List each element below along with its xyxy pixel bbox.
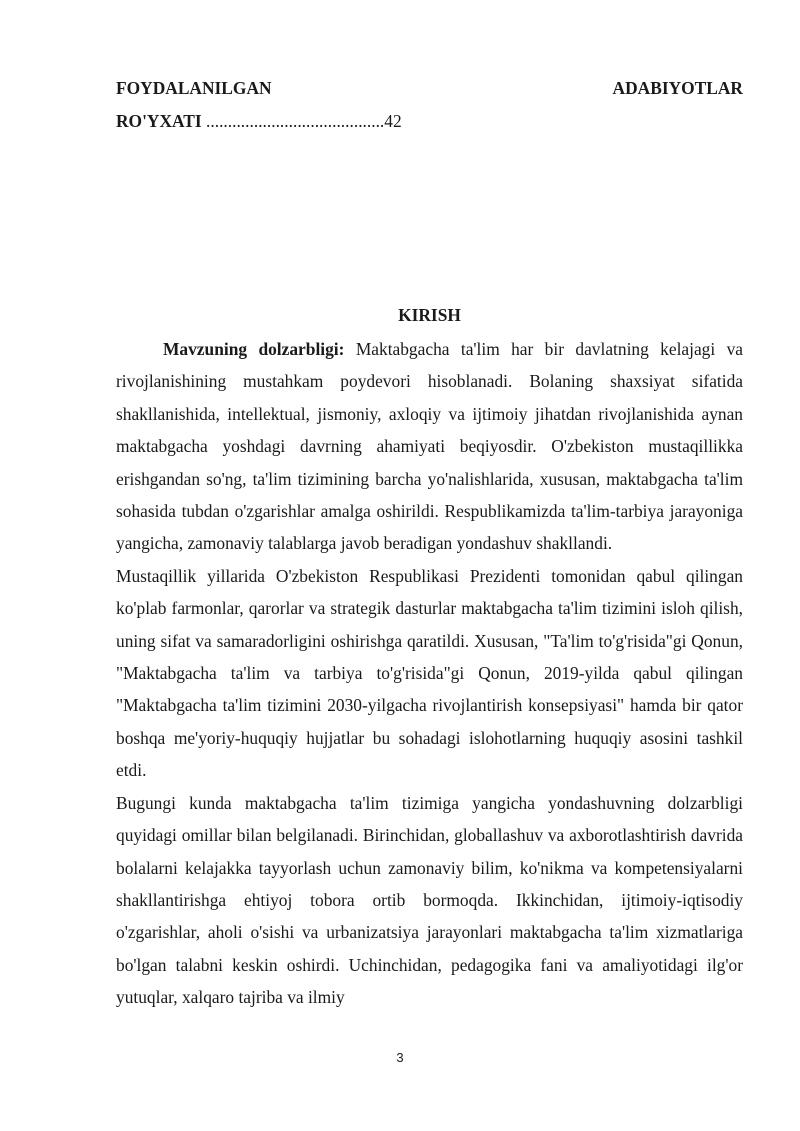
toc-entry-word-left: FOYDALANILGAN: [116, 78, 272, 98]
paragraph-lead-label: Mavzuning dolzarbligi:: [163, 339, 345, 359]
toc-page-number: 42: [384, 111, 402, 131]
toc-entry-line: [116, 77, 743, 99]
toc-entry-continuation: [116, 110, 743, 132]
page-number: 3: [396, 1050, 404, 1065]
paragraph-2: Mustaqillik yillarida O'zbekiston Respublikasi Prezidenti tomonidan qabul qilingan ko'plab farmonlar, qarorlar va strategik dasturlar maktabgacha ta'lim tizimini isloh qilish, uning sifat va samaradorligini oshirishga qaratildi. Xususan, "Ta'lim to'g'risida"gi Qonun, "Maktabgacha ta'lim va tarbiya to'g'risida"gi Qonun, 2019-yilda qabul qilingan "Maktabgacha ta'lim tizimini 2030-yilgacha rivojlantirish konsepsiyasi" hamda bir qator boshqa me'yoriy-huquqiy hujjatlar bu sohadagi islohotlarning huquqiy asosini tashkil etdi.: [116, 565, 743, 781]
toc-entry-word-second: RO'YXATI: [116, 111, 202, 131]
toc-leader-dots: .........................................: [201, 111, 385, 131]
section-heading: KIRISH: [398, 305, 461, 325]
paragraph-1-text: Maktabgacha ta'lim har bir davlatning kelajagi va rivojlanishining mustahkam poydevori hisoblanadi. Bolaning shaxsiyat sifatida shakllanishida, intellektual, jismoniy, axloqiy va ijtimoiy jihatdan rivojlanishida aynan maktabgacha yoshdagi davrning ahamiyati beqiyosdir. O'zbekiston mustaqillikka erishgandan so'ng, ta'lim tizimining barcha yo'nalishlarida, xususan, maktabgacha ta'lim sohasida tubdan o'zgarishlar amalga oshirildi. Respublikamizda ta'lim-tarbiya jarayoniga yangicha, zamonaviy talablarga javob beradigan yondashuv shakllandi.: [116, 339, 743, 554]
paragraph-3: Bugungi kunda maktabgacha ta'lim tizimiga yangicha yondashuvning dolzarbligi quyidagi omillar bilan belgilanadi. Birinchidan, globallashuv va axborotlashtirish davrida bolalarni kelajakka tayyorlash uchun zamonaviy bilim, ko'nikma va kompetensiyalarni shakllantirishga ehtiyoj tobora ortib bormoqda. Ikkinchidan, ijtimoiy-iqtisodiy o'zgarishlar, aholi o'sishi va urbanizatsiya jarayonlari maktabgacha ta'lim xizmatlariga bo'lgan talabni keskin oshirdi. Uchinchidan, pedagogika fani va amaliyotidagi ilg'or yutuqlar, xalqaro tajriba va ilmiy: [116, 792, 743, 1008]
section-body: [116, 333, 743, 1014]
toc-entry-word-right: ADABIYOTLAR: [612, 78, 743, 98]
paragraph-1: [116, 333, 743, 560]
